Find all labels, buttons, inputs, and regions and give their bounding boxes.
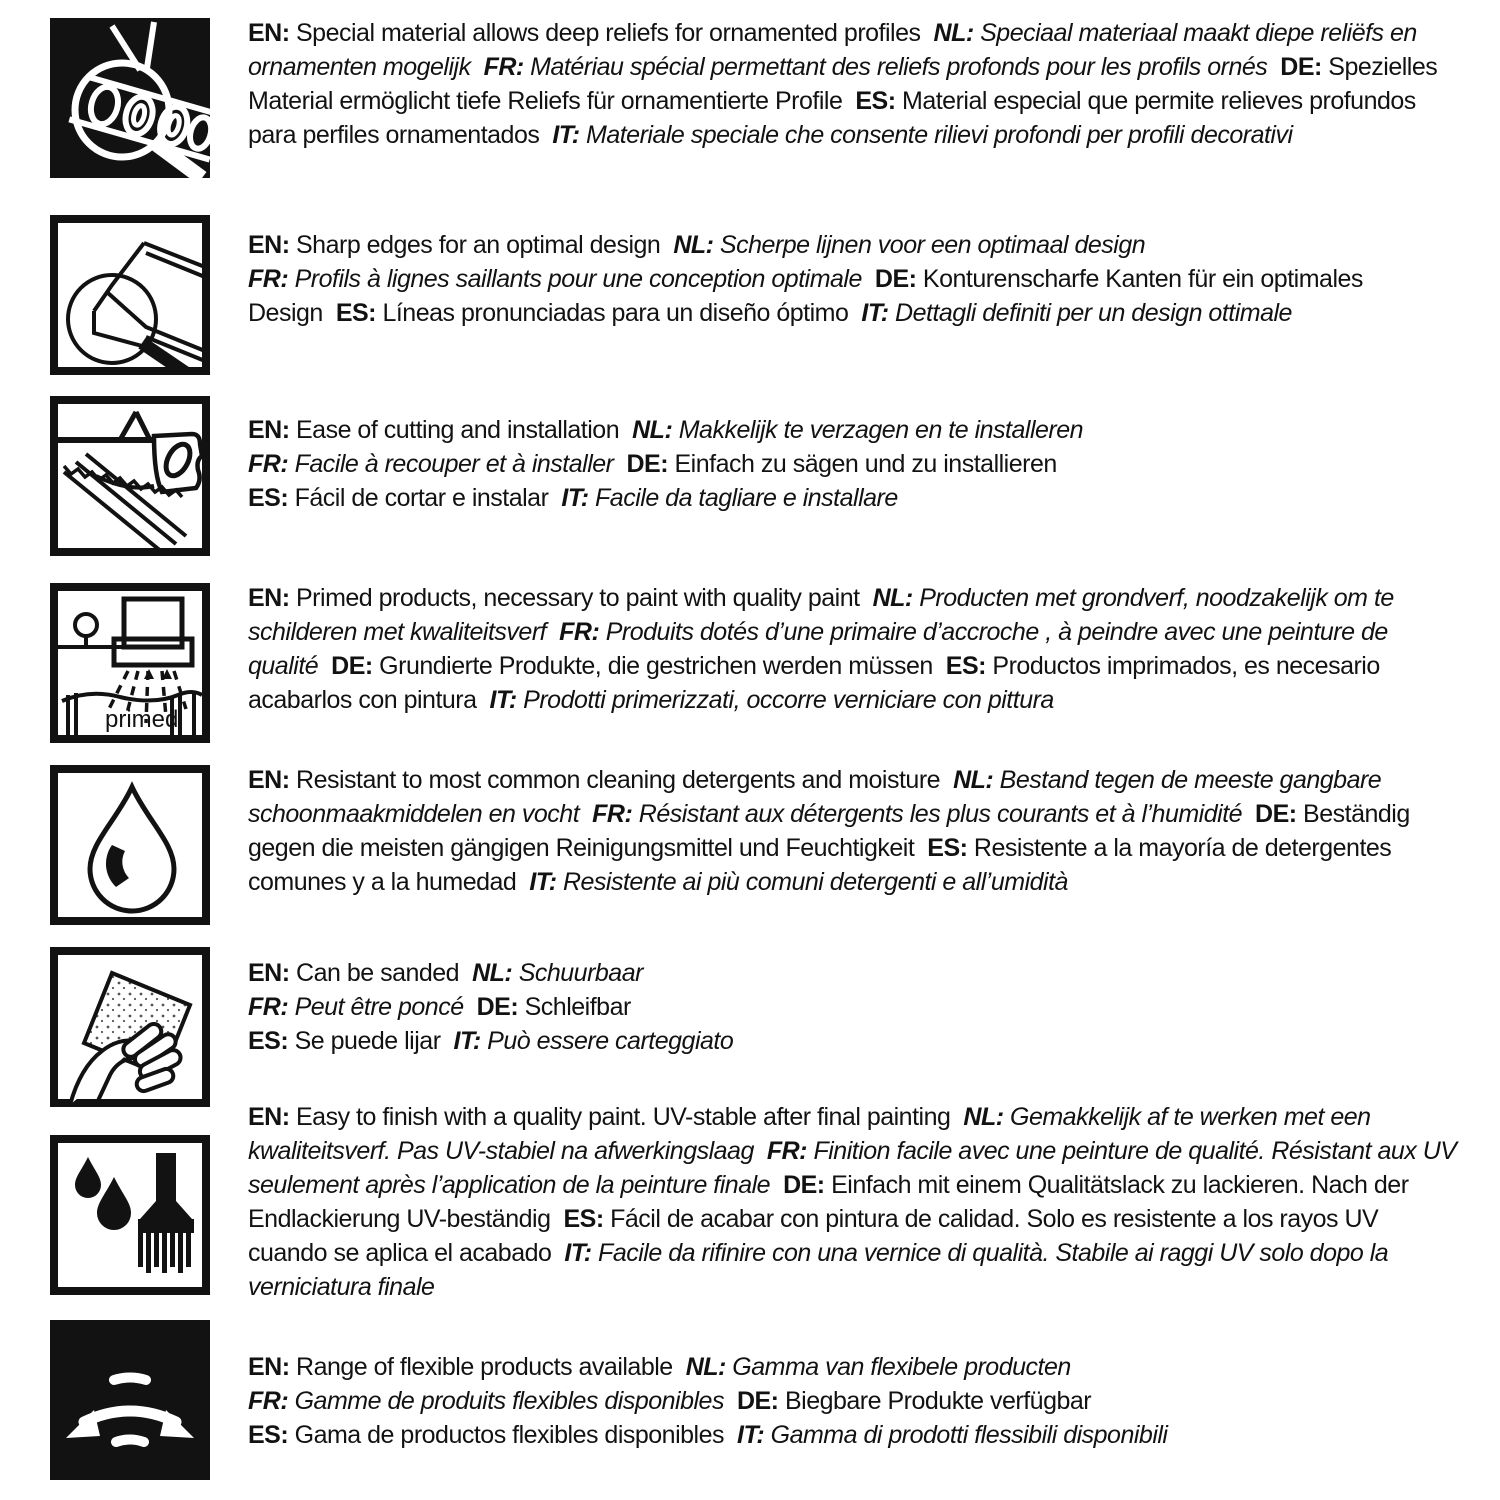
lang-segment-fr: FR: Profils à lignes saillants pour une conception optimale — [248, 265, 862, 293]
lang-segment-it: IT: Facile da tagliare e installare — [561, 484, 898, 512]
lang-segment-es: ES: Material especial que permite relieves profundos para perfiles ornamentados — [248, 87, 1416, 149]
lang-segment-de: DE: Biegbare Produkte verfügbar — [736, 1387, 1092, 1415]
feature-text — [248, 16, 1460, 152]
lang-segment-fr: FR: Peut être poncé — [248, 993, 464, 1021]
lang-label: FR: — [248, 1387, 289, 1415]
lang-segment-en: EN: Primed products, necessary to paint with quality paint — [248, 584, 860, 612]
lang-label: EN: — [248, 416, 290, 444]
flexible-arrows-icon — [50, 1320, 210, 1480]
lang-segment-de: DE: Beständig gegen die meisten gängigen Reinigungsmittel und Feuchtigkeit — [248, 800, 1410, 862]
lang-segment-fr: FR: Résistant aux détergents les plus courants et à l’humidité — [592, 800, 1243, 828]
lang-segment-it: IT: Dettagli definiti per un design ottimale — [861, 299, 1292, 327]
feature-row-sharp-edges — [50, 215, 1460, 375]
feature-text — [248, 581, 1460, 717]
lang-segment-de: DE: Schleifbar — [476, 993, 631, 1021]
feature-text — [248, 763, 1460, 899]
lang-segment-de: DE: Einfach mit einem Qualitätslack zu lackieren. Nach der Endlackierung UV-beständig — [248, 1171, 1409, 1233]
lang-label: ES: — [855, 87, 896, 115]
lang-segment-nl: NL: Bestand tegen de meeste gangbare schoonmaakmiddelen en vocht — [248, 766, 1382, 828]
lang-segment-it: IT: Prodotti primerizzati, occorre verniciare con pittura — [489, 686, 1054, 714]
lang-label: EN: — [248, 959, 290, 987]
lang-label: NL: — [472, 959, 513, 987]
lang-label: ES: — [927, 834, 968, 862]
paint-brush-drops-icon — [50, 1135, 210, 1295]
feature-row-primed — [50, 583, 1460, 743]
lang-label: IT: — [453, 1027, 481, 1055]
lang-label: IT: — [561, 484, 589, 512]
lang-segment-it: IT: Materiale speciale che consente rilievi profondi per profili decorativi — [552, 121, 1293, 149]
feature-text — [248, 413, 1460, 515]
lang-label: IT: — [861, 299, 889, 327]
lang-label: NL: — [933, 19, 974, 47]
lang-label: DE: — [1255, 800, 1297, 828]
lang-segment-en: EN: Easy to finish with a quality paint. UV-stable after final painting — [248, 1103, 951, 1131]
feature-text — [248, 956, 1460, 1058]
feature-text — [248, 1350, 1460, 1452]
saw-cutting-icon — [50, 396, 210, 556]
feature-row-cutting — [50, 396, 1460, 556]
lang-label: FR: — [248, 265, 289, 293]
lang-segment-nl: NL: Gamma van flexibele producten — [685, 1353, 1071, 1381]
feature-row-flexible — [50, 1320, 1460, 1480]
lang-segment-en: EN: Sharp edges for an optimal design — [248, 231, 661, 259]
lang-segment-nl: NL: Speciaal materiaal maakt diepe reliëfs en ornamenten mogelijk — [248, 19, 1417, 81]
lang-segment-de: DE: Spezielles Material ermöglicht tiefe Reliefs für ornamentierte Profile — [248, 53, 1438, 115]
lang-label: DE: — [874, 265, 917, 293]
lang-label: DE: — [1280, 53, 1322, 81]
lang-segment-it: IT: Facile da rifinire con una vernice di qualità. Stabile ai raggi UV solo dopo la verniciatura finale — [248, 1239, 1389, 1301]
lang-label: IT: — [552, 121, 580, 149]
lang-label: NL: — [673, 231, 714, 259]
lang-segment-fr: FR: Finition facile avec une peinture de qualité. Résistant aux UV seulement après l’application de la peinture finale — [248, 1137, 1457, 1199]
lang-segment-it: IT: Resistente ai più comuni detergenti e all’umidità — [529, 868, 1068, 896]
lang-segment-de: DE: Grundierte Produkte, die gestrichen werden müssen — [331, 652, 933, 680]
lang-segment-fr: FR: Produits dotés d’une primaire d’accroche , à peindre avec une peinture de qualité — [248, 618, 1388, 680]
lang-label: IT: — [489, 686, 517, 714]
lang-label: EN: — [248, 766, 290, 794]
lang-label: EN: — [248, 584, 290, 612]
lang-label: NL: — [872, 584, 913, 612]
lang-label: DE: — [783, 1171, 825, 1199]
lang-segment-es: ES: Gama de productos flexibles disponibles — [248, 1421, 724, 1449]
lang-segment-fr: FR: Facile à recouper et à installer — [248, 450, 614, 478]
lang-segment-es: ES: Resistente a la mayoría de detergentes comunes y a la humedad — [248, 834, 1392, 896]
lang-label: ES: — [248, 484, 289, 512]
lang-label: EN: — [248, 1353, 290, 1381]
lang-label: EN: — [248, 231, 290, 259]
lang-segment-es: ES: Fácil de cortar e instalar — [248, 484, 549, 512]
lang-segment-en: EN: Special material allows deep reliefs for ornamented profiles — [248, 19, 921, 47]
lang-segment-de: DE: Konturenscharfe Kanten für ein optimales Design — [248, 265, 1363, 327]
lang-label: FR: — [483, 53, 524, 81]
lang-segment-es: ES: Productos imprimados, es necesario acabarlos con pintura — [248, 652, 1380, 714]
lang-segment-it: IT: Gamma di prodotti flessibili disponibili — [737, 1421, 1168, 1449]
feature-row-deep-reliefs — [50, 18, 1460, 178]
feature-row-paint-finish — [50, 1103, 1460, 1304]
lang-label: ES: — [248, 1421, 289, 1449]
lang-label: DE: — [331, 652, 373, 680]
lang-label: FR: — [248, 450, 289, 478]
lang-label: FR: — [766, 1137, 808, 1165]
lang-segment-nl: NL: Makkelijk te verzagen en te installeren — [632, 416, 1084, 444]
lang-segment-en: EN: Ease of cutting and installation — [248, 416, 620, 444]
primed-label: primed — [105, 706, 179, 733]
lang-segment-nl: NL: Schuurbaar — [472, 959, 643, 987]
lang-segment-es: ES: Se puede lijar — [248, 1027, 441, 1055]
lang-label: IT: — [737, 1421, 765, 1449]
lang-label: DE: — [476, 993, 519, 1021]
lang-label: ES: — [945, 652, 986, 680]
lang-label: EN: — [248, 1103, 290, 1131]
lang-segment-es: ES: Líneas pronunciadas para un diseño óptimo — [335, 299, 849, 327]
lang-segment-en: EN: Range of flexible products available — [248, 1353, 673, 1381]
lang-segment-en: EN: Can be sanded — [248, 959, 460, 987]
primer-spray-icon — [50, 583, 210, 743]
lang-label: NL: — [632, 416, 673, 444]
feature-text — [248, 1100, 1460, 1304]
lang-label: IT: — [564, 1239, 592, 1267]
sanding-hand-icon — [50, 947, 210, 1107]
feature-row-sandable — [50, 947, 1460, 1107]
ornamented-profile-magnifier-icon — [50, 18, 210, 178]
lang-segment-es: ES: Fácil de acabar con pintura de calidad. Solo es resistente a los rayos UV cuando se aplica el acabado — [248, 1205, 1379, 1267]
lang-segment-nl: NL: Producten met grondverf, noodzakelijk om te schilderen met kwaliteitsverf — [248, 584, 1394, 646]
lang-label: ES: — [563, 1205, 604, 1233]
lang-label: FR: — [592, 800, 633, 828]
lang-label: NL: — [685, 1353, 726, 1381]
lang-label: ES: — [335, 299, 377, 327]
lang-segment-it: IT: Può essere carteggiato — [453, 1027, 734, 1055]
lang-label: EN: — [248, 19, 290, 47]
lang-label: FR: — [248, 993, 289, 1021]
sharp-edges-icon — [50, 215, 210, 375]
lang-segment-nl: NL: Gemakkelijk af te werken met een kwaliteitsverf. Pas UV-stabiel na afwerkingslaag — [248, 1103, 1371, 1165]
lang-label: DE: — [736, 1387, 779, 1415]
lang-label: FR: — [559, 618, 600, 646]
lang-label: NL: — [953, 766, 994, 794]
feature-text — [248, 228, 1460, 330]
lang-label: IT: — [529, 868, 557, 896]
lang-segment-de: DE: Einfach zu sägen und zu installieren — [626, 450, 1057, 478]
lang-segment-fr: FR: Matériau spécial permettant des reliefs profonds pour les profils ornés — [483, 53, 1268, 81]
water-drop-icon — [50, 765, 210, 925]
lang-segment-nl: NL: Scherpe lijnen voor een optimaal design — [673, 231, 1146, 259]
lang-label: NL: — [963, 1103, 1004, 1131]
lang-segment-en: EN: Resistant to most common cleaning detergents and moisture — [248, 766, 941, 794]
lang-label: ES: — [248, 1027, 289, 1055]
lang-label: DE: — [626, 450, 669, 478]
lang-segment-fr: FR: Gamme de produits flexibles disponibles — [248, 1387, 724, 1415]
feature-row-moisture-resistant — [50, 765, 1460, 925]
